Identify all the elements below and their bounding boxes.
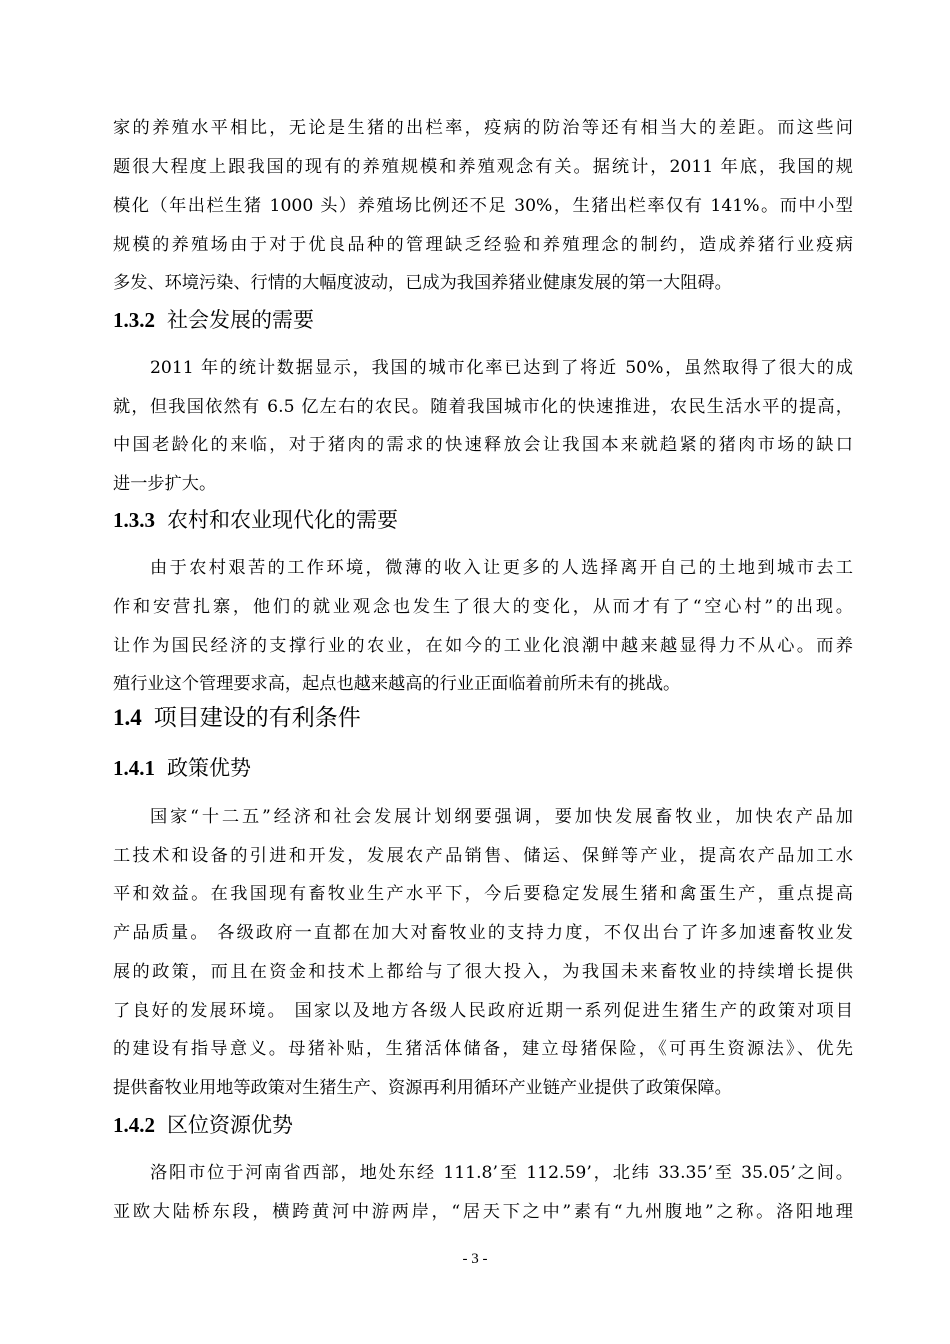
section-number: 1.4 bbox=[113, 705, 142, 730]
section-number: 1.4.2 bbox=[113, 1113, 155, 1137]
paragraph-line: 国家“十二五”经济和社会发展计划纲要强调，要加快发展畜牧业，加快农产品加 bbox=[150, 807, 853, 827]
page-number: - 3 - bbox=[462, 1251, 488, 1267]
section-title: 项目建设的有利条件 bbox=[153, 705, 361, 731]
section-heading-1-4-2 bbox=[113, 1110, 293, 1140]
paragraph-line: 了良好的发展环境。 国家以及地方各级人民政府近期一系列促进生猪生产的政策对项目 bbox=[113, 1001, 853, 1021]
paragraph-line: 产品质量。 各级政府一直都在加大对畜牧业的支持力度，不仅出台了许多加速畜牧业发 bbox=[113, 923, 853, 943]
paragraph-line: 家的养殖水平相比，无论是生猪的出栏率，疫病的防治等还有相当大的差距。而这些问 bbox=[113, 118, 853, 138]
paragraph-line: 作和安营扎寨，他们的就业观念也发生了很大的变化，从而才有了“空心村”的出现。 bbox=[113, 597, 853, 617]
section-title: 区位资源优势 bbox=[167, 1113, 293, 1137]
paragraph-line: 由于农村艰苦的工作环境，微薄的收入让更多的人选择离开自己的土地到城市去工 bbox=[150, 558, 853, 578]
paragraph-line: 就，但我国依然有 6.5 亿左右的农民。随着我国城市化的快速推进，农民生活水平的提高， bbox=[113, 397, 853, 417]
paragraph-line: 规模的养殖场由于对于优良品种的管理缺乏经验和养殖理念的制约，造成养猪行业疫病 bbox=[113, 235, 853, 255]
section-heading-1-3-3 bbox=[113, 505, 398, 535]
paragraph-line: 工技术和设备的引进和开发，发展农产品销售、储运、保鲜等产业，提高农产品加工水 bbox=[113, 846, 853, 866]
section-title: 社会发展的需要 bbox=[167, 308, 314, 332]
paragraph-line: 平和效益。在我国现有畜牧业生产水平下，今后要稳定发展生猪和禽蛋生产，重点提高 bbox=[113, 884, 853, 904]
paragraph-line: 多发、环境污染、行情的大幅度波动，已成为我国养猪业健康发展的第一大阻碍。 bbox=[113, 273, 732, 293]
section-number: 1.3.2 bbox=[113, 308, 155, 332]
section-title: 政策优势 bbox=[167, 756, 251, 780]
paragraph-line: 中国老龄化的来临，对于猪肉的需求的快速释放会让我国本来就趋紧的猪肉市场的缺口 bbox=[113, 435, 853, 455]
paragraph-line: 让作为国民经济的支撑行业的农业，在如今的工业化浪潮中越来越显得力不从心。而养 bbox=[113, 636, 853, 656]
paragraph-line: 的建设有指导意义。母猪补贴，生猪活体储备，建立母猪保险，《可再生资源法》、优先 bbox=[113, 1039, 853, 1059]
paragraph-line: 洛阳市位于河南省西部，地处东经 111.8’至 112.59’，北纬 33.35’至 35.05’之间。 bbox=[150, 1163, 853, 1183]
paragraph-line: 模化（年出栏生猪 1000 头）养殖场比例还不足 30%，生猪出栏率仅有 141%。而中小型 bbox=[113, 196, 853, 216]
paragraph-line: 提供畜牧业用地等政策对生猪生产、资源再利用循环产业链产业提供了政策保障。 bbox=[113, 1078, 732, 1098]
section-heading-1-3-2 bbox=[113, 305, 314, 335]
section-heading-1-4-1 bbox=[113, 753, 251, 783]
paragraph-line: 展的政策，而且在资金和技术上都给与了很大投入，为我国未来畜牧业的持续增长提供 bbox=[113, 962, 853, 982]
paragraph-line: 2011 年的统计数据显示，我国的城市化率已达到了将近 50%，虽然取得了很大的成 bbox=[150, 358, 853, 378]
section-title: 农村和农业现代化的需要 bbox=[167, 508, 398, 532]
section-heading-1-4 bbox=[113, 703, 361, 733]
section-number: 1.4.1 bbox=[113, 756, 155, 780]
paragraph-line: 进一步扩大。 bbox=[113, 474, 217, 494]
paragraph-line: 题很大程度上跟我国的现有的养殖规模和养殖观念有关。据统计，2011 年底，我国的规 bbox=[113, 157, 853, 177]
section-number: 1.3.3 bbox=[113, 508, 155, 532]
paragraph-line: 亚欧大陆桥东段，横跨黄河中游两岸，“居天下之中”素有“九州腹地”之称。洛阳地理 bbox=[113, 1202, 853, 1222]
paragraph-line: 殖行业这个管理要求高，起点也越来越高的行业正面临着前所未有的挑战。 bbox=[113, 674, 681, 694]
